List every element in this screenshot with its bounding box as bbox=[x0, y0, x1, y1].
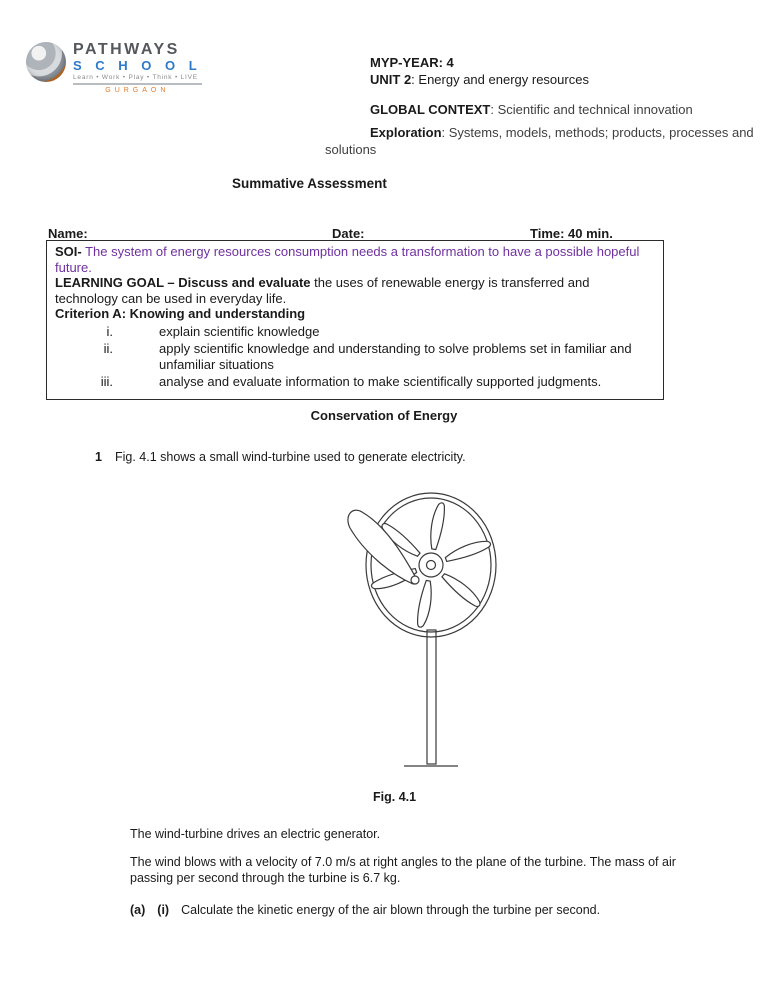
global-context-line bbox=[325, 101, 761, 118]
soi-line bbox=[55, 244, 655, 275]
learning-goal-text: the uses of renewable energy is transferred and technology can be used in everyday life. bbox=[55, 275, 590, 306]
part-a-label: (a) bbox=[130, 903, 146, 917]
name-field-label: Name: bbox=[48, 226, 88, 241]
school-logo-text bbox=[73, 42, 202, 94]
school-logo bbox=[26, 42, 202, 94]
logo-tagline: Learn • Work • Play • Think • LIVE bbox=[73, 73, 202, 85]
section-title: Conservation of Energy bbox=[310, 408, 458, 423]
exploration-value: : Systems, models, methods; products, processes and solutions bbox=[325, 125, 754, 157]
criterion-item bbox=[55, 341, 655, 372]
global-context-label: GLOBAL CONTEXT bbox=[370, 102, 491, 117]
criterion-item-number: ii. bbox=[103, 341, 113, 356]
question-part-a-i bbox=[130, 902, 600, 918]
school-logo-globe-icon bbox=[26, 42, 66, 82]
turbine-pole bbox=[427, 630, 436, 764]
question-paragraph-2: The wind blows with a velocity of 7.0 m/s at right angles to the plane of the turbine. The mass of air passing per second through the turbine is 6.7 kg. bbox=[130, 855, 676, 885]
myp-year-line: MYP-YEAR: 4 bbox=[370, 55, 454, 70]
question-number: 1 bbox=[95, 450, 102, 464]
exploration-line bbox=[325, 124, 761, 158]
criterion-heading: Criterion A: Knowing and understanding bbox=[55, 306, 306, 321]
turbine-tail-joint bbox=[411, 576, 419, 584]
part-a-i-text: Calculate the kinetic energy of the air blown through the turbine per second. bbox=[181, 903, 601, 917]
logo-city: GURGAON bbox=[105, 87, 170, 94]
wind-turbine-illustration bbox=[328, 466, 534, 782]
date-field-label: Date: bbox=[332, 226, 365, 241]
time-field-label: Time: 40 min. bbox=[530, 226, 613, 241]
figure-caption: Fig. 4.1 bbox=[373, 790, 417, 804]
criterion-item-number: iii. bbox=[100, 374, 113, 389]
criterion-item-text: analyse and evaluate information to make scientifically supported judgments. bbox=[159, 374, 602, 389]
logo-name: PATHWAYS bbox=[73, 41, 180, 58]
turbine-hub bbox=[419, 553, 443, 577]
page-title: Summative Assessment bbox=[232, 176, 387, 191]
question-intro-text: Fig. 4.1 shows a small wind-turbine used to generate electricity. bbox=[114, 450, 466, 464]
learning-goal-line bbox=[55, 275, 655, 306]
logo-school: S C H O O L bbox=[73, 58, 202, 73]
learning-goal-label: LEARNING GOAL – Discuss and evaluate bbox=[55, 275, 311, 290]
criterion-item bbox=[55, 374, 655, 390]
question-1-intro bbox=[95, 449, 466, 465]
criterion-item-number: i. bbox=[106, 323, 113, 339]
soi-text: The system of energy resources consumption needs a transformation to have a possible hopeful future. bbox=[55, 244, 640, 275]
soi-label: SOI- bbox=[55, 244, 82, 259]
criterion-item-text: explain scientific knowledge bbox=[159, 323, 320, 339]
global-context-value: : Scientific and technical innovation bbox=[490, 102, 693, 117]
header-meta-context bbox=[325, 101, 761, 158]
question-paragraph-1: The wind-turbine drives an electric generator. bbox=[130, 827, 381, 841]
unit-value: : Energy and energy resources bbox=[411, 72, 589, 87]
unit-line bbox=[370, 71, 760, 88]
header-meta-top bbox=[370, 54, 760, 88]
assessment-criteria-box bbox=[46, 240, 664, 400]
wind-turbine-figure bbox=[328, 466, 534, 785]
exploration-label: Exploration bbox=[370, 125, 442, 140]
unit-label: UNIT 2 bbox=[370, 72, 412, 87]
criterion-item-text: apply scientific knowledge and understanding to solve problems set in familiar and unfamiliar situations bbox=[159, 341, 632, 372]
part-i-label: (i) bbox=[157, 903, 170, 917]
criterion-item bbox=[55, 324, 655, 340]
